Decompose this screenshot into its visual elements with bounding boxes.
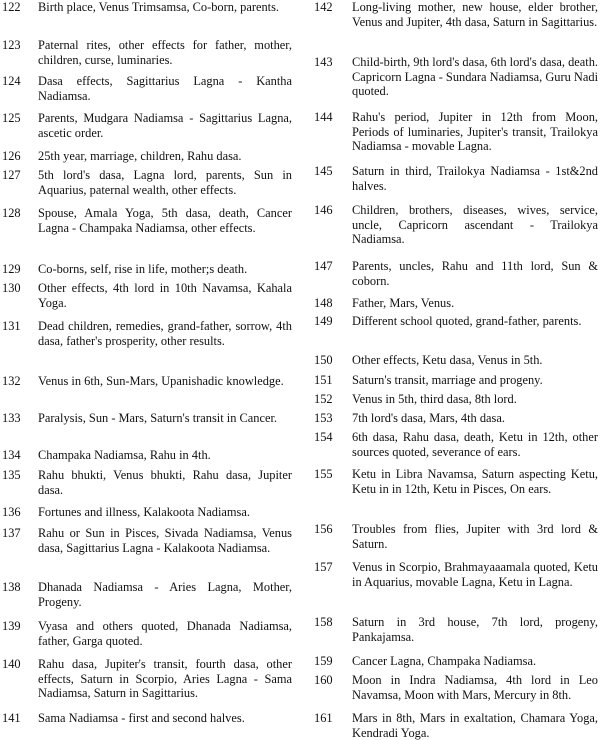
entry-text: Paternal rites, other effects for father, mother, children, curse, luminaries. (38, 38, 292, 67)
entry-text: Saturn in third, Trailokya Nadiamsa - 1st&2nd halves. (352, 164, 598, 193)
index-entry (2, 111, 292, 140)
index-entry (314, 467, 598, 496)
entry-text: Birth place, Venus Trimsamsa, Co-born, parents. (38, 0, 280, 14)
index-entry (2, 526, 292, 555)
index-entry (314, 296, 598, 311)
entry-text: Rahu or Sun in Pisces, Sivada Nadiamsa, Venus dasa, Sagittarius Lagna - Kalakoota Nadiamsa. (38, 526, 292, 555)
index-entry (2, 149, 292, 164)
index-entry (314, 259, 598, 288)
entry-number: 131 (2, 319, 21, 333)
entry-text: Long-living mother, new house, elder brother, Venus and Jupiter, 4th dasa, Saturn in Sagittarius. (352, 0, 598, 29)
entry-text: 5th lord's dasa, Lagna lord, parents, Sun in Aquarius, paternal wealth, other effects. (38, 168, 292, 197)
index-entry (314, 55, 598, 99)
entry-number: 148 (314, 296, 333, 310)
entry-number: 130 (2, 281, 21, 295)
index-entry (314, 353, 598, 368)
index-entry (314, 0, 598, 29)
entry-text: Moon in Indra Nadiamsa, 4th lord in Leo Navamsa, Moon with Mars, Mercury in 8th. (352, 673, 598, 702)
entry-text: Saturn's transit, marriage and progeny. (352, 373, 543, 387)
index-entry (2, 657, 292, 701)
entry-text: Other effects, 4th lord in 10th Navamsa, Kahala Yoga. (38, 281, 292, 310)
entry-number: 159 (314, 654, 333, 668)
index-entry (2, 281, 292, 310)
entry-text: Champaka Nadiamsa, Rahu in 4th. (38, 448, 211, 462)
entry-number: 150 (314, 353, 333, 367)
entry-number: 124 (2, 74, 21, 88)
entry-text: Child-birth, 9th lord's dasa, 6th lord's dasa, death. Capricorn Lagna - Sundara Nadiamsa, Guru Nadi quoted. (352, 55, 599, 99)
entry-number: 158 (314, 615, 333, 629)
entry-text: Dasa effects, Sagittarius Lagna - Kantha Nadiamsa. (38, 74, 292, 103)
entry-number: 151 (314, 373, 333, 387)
entry-number: 122 (2, 0, 21, 14)
entry-text: Co-borns, self, rise in life, mother;s death. (38, 262, 248, 276)
entry-number: 160 (314, 673, 333, 687)
entry-text: Ketu in Libra Navamsa, Saturn aspecting Ketu, Ketu in in 12th, Ketu in Pisces, On ears. (352, 467, 598, 496)
index-entry (314, 673, 598, 702)
entry-text: Different school quoted, grand-father, parents. (352, 314, 582, 328)
entry-number: 139 (2, 619, 21, 633)
entry-number: 134 (2, 448, 21, 462)
entry-text: Venus in 6th, Sun-Mars, Upanishadic knowledge. (38, 374, 284, 388)
entry-text: Rahu dasa, Jupiter's transit, fourth dasa, other effects, Saturn in Scorpio, Aries Lagna - Sama Nadiamsa, Saturn in Sagittarius. (38, 657, 292, 701)
index-entry (314, 110, 598, 154)
index-entry (2, 711, 292, 726)
entry-number: 129 (2, 262, 21, 276)
entry-text: Cancer Lagna, Champaka Nadiamsa. (352, 654, 537, 668)
entry-number: 156 (314, 522, 333, 536)
index-entry (2, 505, 292, 520)
index-entry (2, 580, 292, 609)
entry-number: 154 (314, 430, 333, 444)
entry-number: 140 (2, 657, 21, 671)
entry-number: 147 (314, 259, 333, 273)
entry-number: 161 (314, 711, 333, 725)
entry-text: Parents, uncles, Rahu and 11th lord, Sun & coborn. (352, 259, 598, 288)
entry-text: Rahu bhukti, Venus bhukti, Rahu dasa, Jupiter dasa. (38, 468, 292, 497)
entry-text: Troubles from flies, Jupiter with 3rd lord & Saturn. (352, 522, 598, 551)
index-entry (2, 619, 292, 648)
entry-text: Children, brothers, diseases, wives, service, uncle, Capricorn ascendant - Trailokya Nadiamsa. (352, 203, 598, 247)
index-entry (314, 560, 598, 589)
index-entry (314, 654, 598, 669)
entry-text: Fortunes and illness, Kalakoota Nadiamsa. (38, 505, 250, 519)
entry-number: 141 (2, 711, 21, 725)
entry-number: 123 (2, 38, 21, 52)
entry-text: Father, Mars, Venus. (352, 296, 455, 310)
entry-text: Sama Nadiamsa - first and second halves. (38, 711, 245, 725)
index-entry (314, 373, 598, 388)
entry-number: 127 (2, 168, 21, 182)
entry-number: 126 (2, 149, 21, 163)
entry-number: 142 (314, 0, 333, 14)
index-entry (2, 74, 292, 103)
index-entry (2, 38, 292, 67)
entry-number: 132 (2, 374, 21, 388)
entry-number: 149 (314, 314, 333, 328)
entry-text: 6th dasa, Rahu dasa, death, Ketu in 12th, other sources quoted, severance of ears. (352, 430, 598, 459)
entry-number: 145 (314, 164, 333, 178)
entry-number: 133 (2, 411, 21, 425)
entry-number: 155 (314, 467, 333, 481)
entry-text: Paralysis, Sun - Mars, Saturn's transit in Cancer. (38, 411, 278, 425)
entry-number: 144 (314, 110, 333, 124)
entry-number: 125 (2, 111, 21, 125)
entry-text: 25th year, marriage, children, Rahu dasa. (38, 149, 242, 163)
entry-number: 137 (2, 526, 21, 540)
entry-text: Saturn in 3rd house, 7th lord, progeny, Pankajamsa. (352, 615, 598, 644)
entry-text: Vyasa and others quoted, Dhanada Nadiamsa, father, Garga quoted. (38, 619, 292, 648)
index-entry (2, 319, 292, 348)
index-entry (314, 392, 598, 407)
index-entry (2, 0, 292, 15)
entry-number: 146 (314, 203, 333, 217)
entry-text: 7th lord's dasa, Mars, 4th dasa. (352, 411, 505, 425)
entry-number: 152 (314, 392, 333, 406)
index-entry (2, 448, 292, 463)
entry-text: Dhanada Nadiamsa - Aries Lagna, Mother, Progeny. (38, 580, 292, 609)
entry-text: Venus in 5th, third dasa, 8th lord. (352, 392, 517, 406)
entry-text: Mars in 8th, Mars in exaltation, Chamara Yoga, Kendradi Yoga. (352, 711, 598, 740)
index-entry (2, 168, 292, 197)
entry-text: Venus in Scorpio, Brahmayaaamala quoted, Ketu in Aquarius, movable Lagna, Ketu in Lagna. (352, 560, 598, 589)
index-entry (314, 522, 598, 551)
entry-number: 143 (314, 55, 333, 69)
index-entry (314, 711, 598, 740)
entry-text: Spouse, Amala Yoga, 5th dasa, death, Cancer Lagna - Champaka Nadiamsa, other effects. (38, 206, 292, 235)
entry-text: Rahu's period, Jupiter in 12th from Moon, Periods of luminaries, Jupiter's transit, Trailokya Nadiamsa - movable Lagna. (352, 110, 598, 154)
entry-number: 135 (2, 468, 21, 482)
index-entry (314, 203, 598, 247)
index-entry (2, 262, 292, 277)
index-entry (314, 430, 598, 459)
entry-text: Parents, Mudgara Nadiamsa - Sagittarius Lagna, ascetic order. (38, 111, 292, 140)
entry-number: 138 (2, 580, 21, 594)
entry-number: 128 (2, 206, 21, 220)
entry-number: 136 (2, 505, 21, 519)
entry-number: 157 (314, 560, 333, 574)
entry-text: Other effects, Ketu dasa, Venus in 5th. (352, 353, 543, 367)
index-entry (2, 374, 292, 389)
index-entry (314, 615, 598, 644)
index-entry (314, 314, 598, 329)
index-entry (314, 411, 598, 426)
index-entry (2, 206, 292, 235)
index-entry (314, 164, 598, 193)
entry-text: Dead children, remedies, grand-father, sorrow, 4th dasa, father's prosperity, other results. (38, 319, 292, 348)
index-entry (2, 468, 292, 497)
entry-number: 153 (314, 411, 333, 425)
index-entry (2, 411, 292, 426)
